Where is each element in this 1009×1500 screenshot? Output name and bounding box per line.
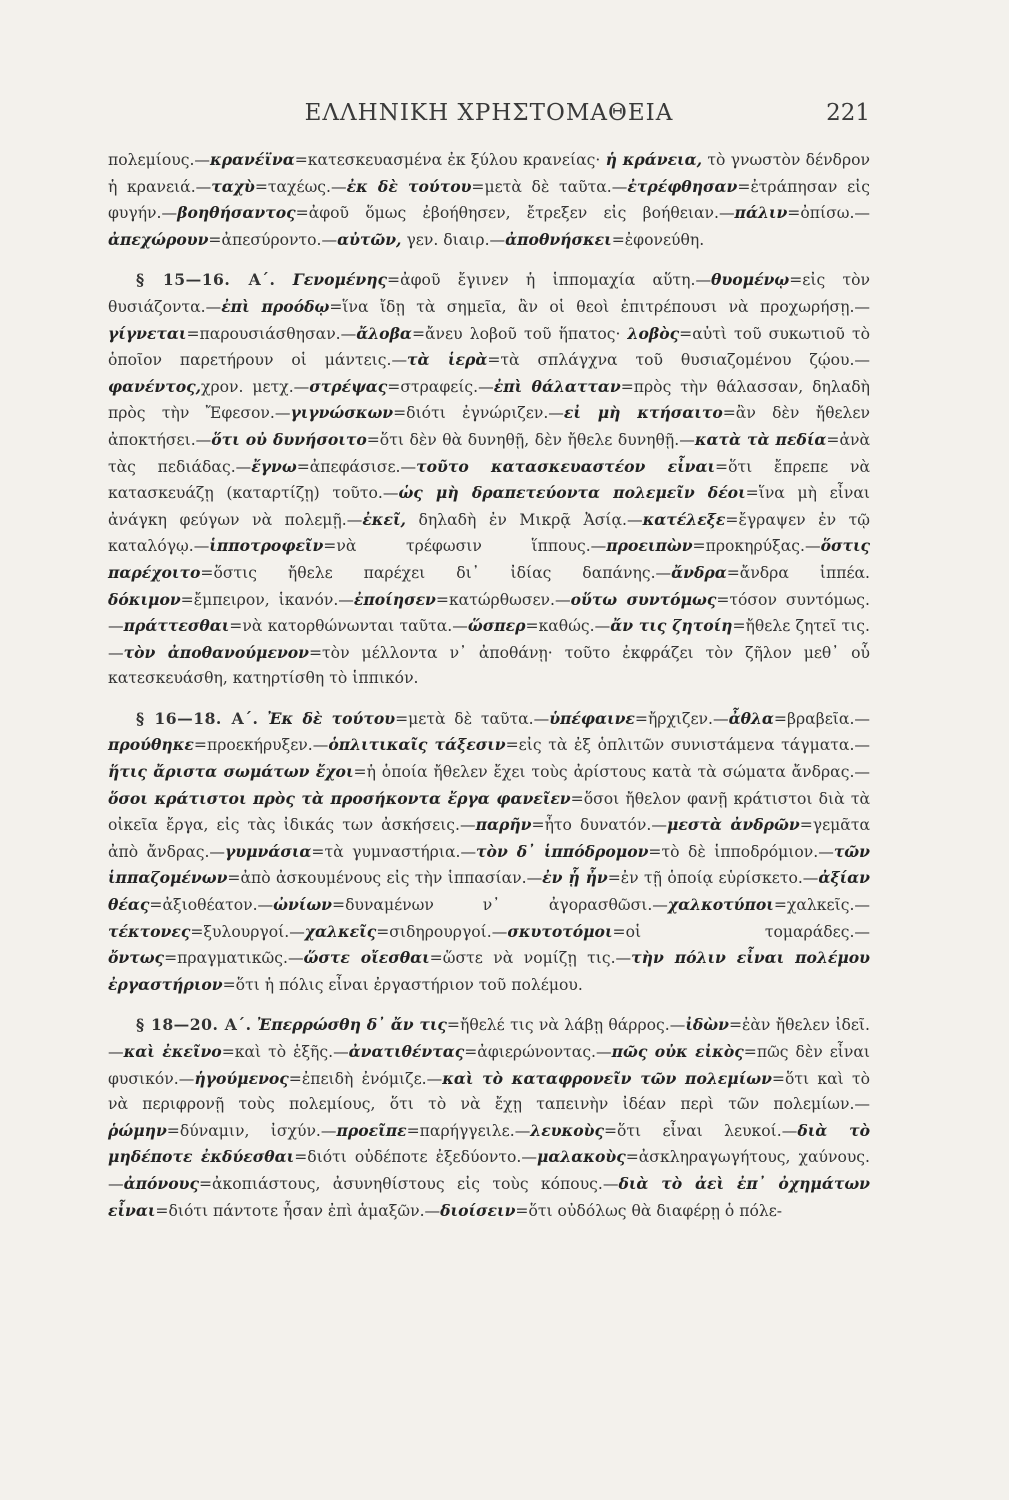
paragraph-section-16-18 [108,706,870,999]
gloss: =ὅστις ἤθελε παρέχει δι᾽ ἰδίας δαπάνης.— [200,563,672,582]
gloss: =ἐφονεύθη. [611,230,705,249]
gloss: =ὅτι εἶναι λευκοί.— [603,1121,798,1140]
lemma: ὥσπερ [467,616,526,636]
gloss: =οἱ τομαράδες.— [612,922,870,941]
gloss: =ὅτι ἡ πόλις εἶναι ἐργαστήριον τοῦ πολέμου. [222,975,583,994]
lemma: δόκιμον [108,589,181,609]
lemma: τοῦτο κατασκευαστέον εἶναι [416,456,715,476]
lemma: φανέντος, [108,376,202,396]
gloss: =ὅτι δὲν θὰ δυνηθῇ, δὲν ἤθελε δυνηθῇ.— [366,430,695,449]
paragraph-section-15-16 [108,267,870,692]
lemma: πῶς οὐκ εἰκὸς [611,1042,744,1061]
gloss: =ἐτράπησαν εἰς φυγήν.— [108,177,871,223]
gloss: =παρουσιάσθησαν.— [186,324,357,343]
gloss: =γεμᾶτα ἀπὸ ἄνδρας.— [108,816,870,861]
gloss: =ὅτι οὐδόλως θὰ διαφέρῃ ὁ πόλε- [515,1201,783,1220]
gloss: =διότι οὐδέποτε ἐξεδύοντο.— [294,1148,537,1167]
gloss: =πῶς δὲν εἶναι φυσικόν.— [108,1043,871,1088]
lemma: θυομένῳ [711,270,790,290]
gloss: =πραγματικῶς.— [164,949,304,968]
running-title: ΕΛΛΗΝΙΚΗ ΧΡΗΣΤΟΜΑΘΕΙΑ [304,100,674,126]
lemma: ἰδὼν [685,1015,729,1035]
gloss: =αὐτὶ τοῦ συκωτιοῦ τὸ ὁποῖον παρετήρουν οἱ μάντεις.— [108,324,870,370]
lemma: πράττεσθαι [123,616,230,636]
lemma: ὅτι οὐ δυνήσοιτο [211,429,367,449]
gloss: =ἀφοῦ ἔγινεν ἡ ἱππομαχία αὕτη.— [387,271,712,290]
gloss: =ἐπειδὴ ἐνόμιζε.— [288,1069,443,1088]
gloss: =στραφείς.— [387,377,494,396]
lemma: τέκτονες [108,921,191,941]
gloss: =ἐν τῇ ὁποίᾳ εὑρίσκετο.— [607,869,819,888]
section-mark: § 16—18. Α΄. [136,708,259,728]
gloss: =μετὰ δὲ ταῦτα.— [471,177,628,196]
lemma: ὁπλιτικαῖς τάξεσιν [328,735,506,755]
lemma: χαλκοτύποι [667,895,774,915]
lemma: τὴν πόλιν εἶναι πολέμου ἐργαστήριον [108,948,870,994]
gloss: =χαλκεῖς.— [773,896,870,915]
section-mark: § 18—20. Α΄. [136,1015,252,1035]
lemma: ἔγνω [251,456,297,476]
lemma: ἀποθνήσκει [505,229,612,249]
gloss: =ὅσοι ἤθελον φανῇ κράτιστοι διὰ τὰ οἰκεῖα ἔργα, εἰς τὰς ἰδικάς των ἀσκήσεις.— [108,789,870,835]
gloss: τὸ γνωστὸν δένδρον ἡ κρανειά.— [108,151,870,196]
lemma: αὐτῶν, [337,229,402,249]
lemma: κρανέϊνα [210,150,295,169]
lemma: καὶ ἐκεῖνο [123,1042,222,1061]
gloss: =ἤθελέ τις νὰ λάβῃ θάρρος.— [446,1016,686,1035]
gloss: =ἀπὸ ἀσκουμένους εἰς τὴν ἱππασίαν.— [227,869,543,888]
gloss: =μετὰ δὲ ταῦτα.— [395,709,550,728]
lemma: ἐπὶ προόδῳ [221,296,330,316]
lemma: ἄνδρα [671,562,727,582]
lemma: ὠνίων [273,895,333,915]
gloss: =ὥστε νὰ νομίζῃ τις.— [429,949,632,968]
gloss: =ἀφοῦ ὅμως ἐβοήθησεν, ἔτρεξεν εἰς βοήθειαν.— [295,204,735,223]
lemma: τὸν ἀποθανούμενον [123,642,309,662]
lemma: ἄν τις ζητοίη [610,616,733,636]
gloss: =καὶ τὸ ἑξῆς.— [221,1043,349,1061]
lemma: γιγνώσκων [290,403,394,423]
lemma: βοηθήσαντος [177,203,296,223]
gloss: =ὅτι ἔπρεπε νὰ κατασκευάζῃ (καταρτίζῃ) τοῦτο.— [108,457,870,503]
gloss: =ἦτο δυνατόν.— [531,816,667,835]
lemma: ἡγούμενος [194,1068,289,1088]
lemma: Γενομένης [292,270,388,290]
lemma: τὸν δ᾽ ἱππόδρομον [476,841,649,861]
lemma: μαλακοὺς [536,1147,626,1167]
gloss: =σιδηρουργοί.— [376,922,508,941]
gloss: =ἄνευ λοβοῦ τοῦ ἥπατος· [411,324,628,343]
lemma: ῥώμην [108,1120,167,1140]
gloss: χρον. μετχ.— [201,377,310,396]
lemma: τὰ ἱερὰ [407,350,488,370]
gloss: =τὰ σπλάγχνα τοῦ θυσιαζομένου ζῴου.— [487,351,870,370]
gloss: πολεμίους.— [108,151,210,169]
lemma: εἰ μὴ κτήσαιτο [563,403,723,423]
gloss: =διότι πάντοτε ἦσαν ἐπὶ ἁμαξῶν.— [155,1201,441,1220]
lemma: ἄλοβα [356,323,412,343]
gloss: =ἀσκληραγωγήτους, χαύνους.— [108,1148,870,1193]
lemma: προύθηκε [108,735,194,755]
gloss: =ἐὰν ἤθελεν ἰδεῖ.— [108,1016,870,1061]
gloss: =ταχέως.— [254,177,347,196]
gloss: =ἡ ὁποία ἤθελεν ἔχει τοὺς ἀρίστους κατὰ τὰ σώματα ἄνδρας.— [353,763,870,782]
lemma: ἐποίησεν [353,589,436,609]
paragraph-section-18-20 [108,1012,870,1224]
page-header [108,100,870,140]
lemma: ἥτις ἄριστα σωμάτων ἔχοι [108,762,354,782]
lemma: ἐν ᾗ ἦν [542,868,608,888]
gloss: =ἵνα ἴδῃ τὰ σημεῖα, ἂν οἱ θεοὶ ἐπιτρέπουσι νὰ προχωρήσῃ.— [329,297,870,316]
paragraph-continuation [108,147,870,253]
gloss: =ἔγραψεν ἐν τῷ καταλόγῳ.— [108,510,870,556]
lemma: γυμνάσια [225,841,312,861]
gloss: =βραβεῖα.— [773,709,870,728]
lemma: χαλκεῖς [304,921,377,941]
gloss: =ἔμπειρον, ἱκανόν.— [180,590,354,609]
lemma: ὑπέφαινε [549,708,635,728]
gloss: =ἤρχιζεν.— [634,709,729,728]
section-mark: § 15—16. Α΄. [136,270,276,290]
gloss: =ἀξιοθέατον.— [149,896,274,915]
gloss: =κατώρθωσεν.— [435,590,571,609]
gloss: =ἵνα μὴ εἶναι ἀνάγκη φεύγων νὰ πολεμῇ.— [108,484,870,529]
body-text [108,147,870,1224]
gloss: =τὸ δὲ ἱπποδρόμιον.— [648,842,834,861]
lemma: ὅσοι κράτιστοι πρὸς τὰ προσήκοντα ἔργα φανεῖεν [108,788,571,808]
lemma: τῶν ἱππαζομένων [108,841,870,888]
lemma: σκυτοτόμοι [507,921,613,941]
lemma: ἐπὶ θάλατταν [493,376,621,396]
lemma: κατὰ τὰ πεδία [694,429,827,449]
lemma: ἐτρέφθησαν [627,176,738,196]
gloss: =ὅτι καὶ τὸ νὰ περιφρονῇ τοὺς πολεμίους, ὅτι τὸ νὰ ἔχῃ ταπεινὴν ἰδέαν περὶ τῶν πολεμίων.— [108,1069,870,1114]
lemma: οὕτω συντόμως [570,589,717,609]
gloss: =τόσον συντόμως.— [108,590,870,636]
lemma: Ἐκ δὲ τούτου [267,708,396,728]
gloss: =ἀνὰ τὰς πεδιάδας.— [108,430,871,476]
gloss: =εἰς τὰ ἐξ ὁπλιτῶν συνιστάμενα τάγματα.— [505,736,870,755]
gloss: =δυναμένων ν᾽ ἀγορασθῶσι.— [332,896,668,915]
lemma: ἀπεχώρουν [108,229,209,249]
gloss: =ἀπεφάσισε.— [296,457,417,476]
lemma: πάλιν [734,203,788,223]
gloss: =τὸν μέλλοντα ν᾽ ἀποθάνῃ· τοῦτο ἐκφράζει τὸν ζῆλον μεθ᾽ οὗ κατεσκευάσθη, κατηρτίσθη τὸ ἱππικόν. [108,643,870,688]
lemma: ἀπόνους [123,1173,199,1193]
gloss: =παρήγγειλε.— [406,1121,531,1140]
lemma: ὄντως [108,948,165,968]
page-number: 221 [826,100,870,126]
lemma: ἱπποτροφεῖν [209,536,324,556]
gloss: =διότι ἐγνώριζεν.— [393,404,564,423]
lemma: ἀνατιθέντας [348,1042,465,1061]
gloss: =ξυλουργοί.— [190,922,305,941]
gloss: =πρὸς τὴν θάλασσαν, δηλαδὴ πρὸς τὴν Ἔφεσον.— [108,377,870,423]
gloss: =ὀπίσω.— [787,204,870,223]
gloss: =κατεσκευασμένα ἐκ ξύλου κρανείας· [294,151,606,169]
gloss: =δύναμιν, ἰσχύν.— [166,1121,337,1140]
lemma: προειπὼν [606,536,693,556]
lemma: καὶ τὸ καταφρονεῖν τῶν πολεμίων [442,1068,772,1088]
lemma: ἐκεῖ, [362,509,406,529]
gloss: =ἀκοπιάστους, ἀσυνηθίστους εἰς τοὺς κόπους.— [198,1174,619,1193]
lemma: λοβὸς [627,323,680,343]
gloss: γεν. διαιρ.— [401,230,506,249]
gloss: =τὰ γυμναστήρια.— [311,842,477,861]
gloss: =εἰς τὸν θυσιάζοντα.— [108,271,871,316]
gloss: δηλαδὴ ἐν Μικρᾷ Ἀσίᾳ.— [405,510,643,529]
lemma: ὅστις παρέχοιτο [108,536,870,582]
gloss: =νὰ κατορθώνωνται ταῦτα.— [229,617,468,636]
lemma: διοίσειν [440,1200,516,1220]
lemma: ὡς μὴ δραπετεύοντα πολεμεῖν δέοι [398,483,746,503]
lemma: γίγνεται [108,323,187,343]
lemma: ἆθλα [728,708,774,728]
gloss: =νὰ τρέφωσιν ἵππους.— [323,537,607,556]
lemma: ταχὺ [211,176,255,196]
lemma: ὥστε οἴεσθαι [303,948,430,968]
gloss: =καθώς.— [525,617,611,636]
lemma: ἐκ δὲ τούτου [346,176,472,196]
gloss: =ἀπεσύροντο.— [208,230,338,249]
lemma: διὰ τὸ ἀεὶ ἐπ᾽ ὀχημάτων εἶναι [108,1173,870,1220]
lemma: παρῆν [475,815,532,835]
gloss: =προκηρύξας.— [692,537,821,556]
lemma: κατέλεξε [642,509,726,529]
gloss: =προεκήρυξεν.— [193,736,329,755]
lemma: Ἐπερρώσθη δ᾽ ἄν τις [256,1015,447,1035]
lemma: ἡ κράνεια, [605,150,703,169]
gloss: =ἄνδρα ἱππέα. [726,563,871,582]
lemma: λευκοὺς [530,1120,604,1140]
gloss: =ἂν δὲν ἤθελεν ἀποκτήσει.— [108,404,870,449]
lemma: προεῖπε [336,1120,407,1140]
lemma: ἀξίαν θέας [108,868,870,915]
gloss: =ἤθελε ζητεῖ τις.— [108,617,870,662]
lemma: μεστὰ ἀνδρῶν [666,815,800,835]
lemma: στρέψας [309,376,388,396]
gloss: =ἀφιερώνοντας.— [464,1043,612,1061]
lemma: διὰ τὸ μηδέποτε ἐκδύεσθαι [108,1120,870,1167]
